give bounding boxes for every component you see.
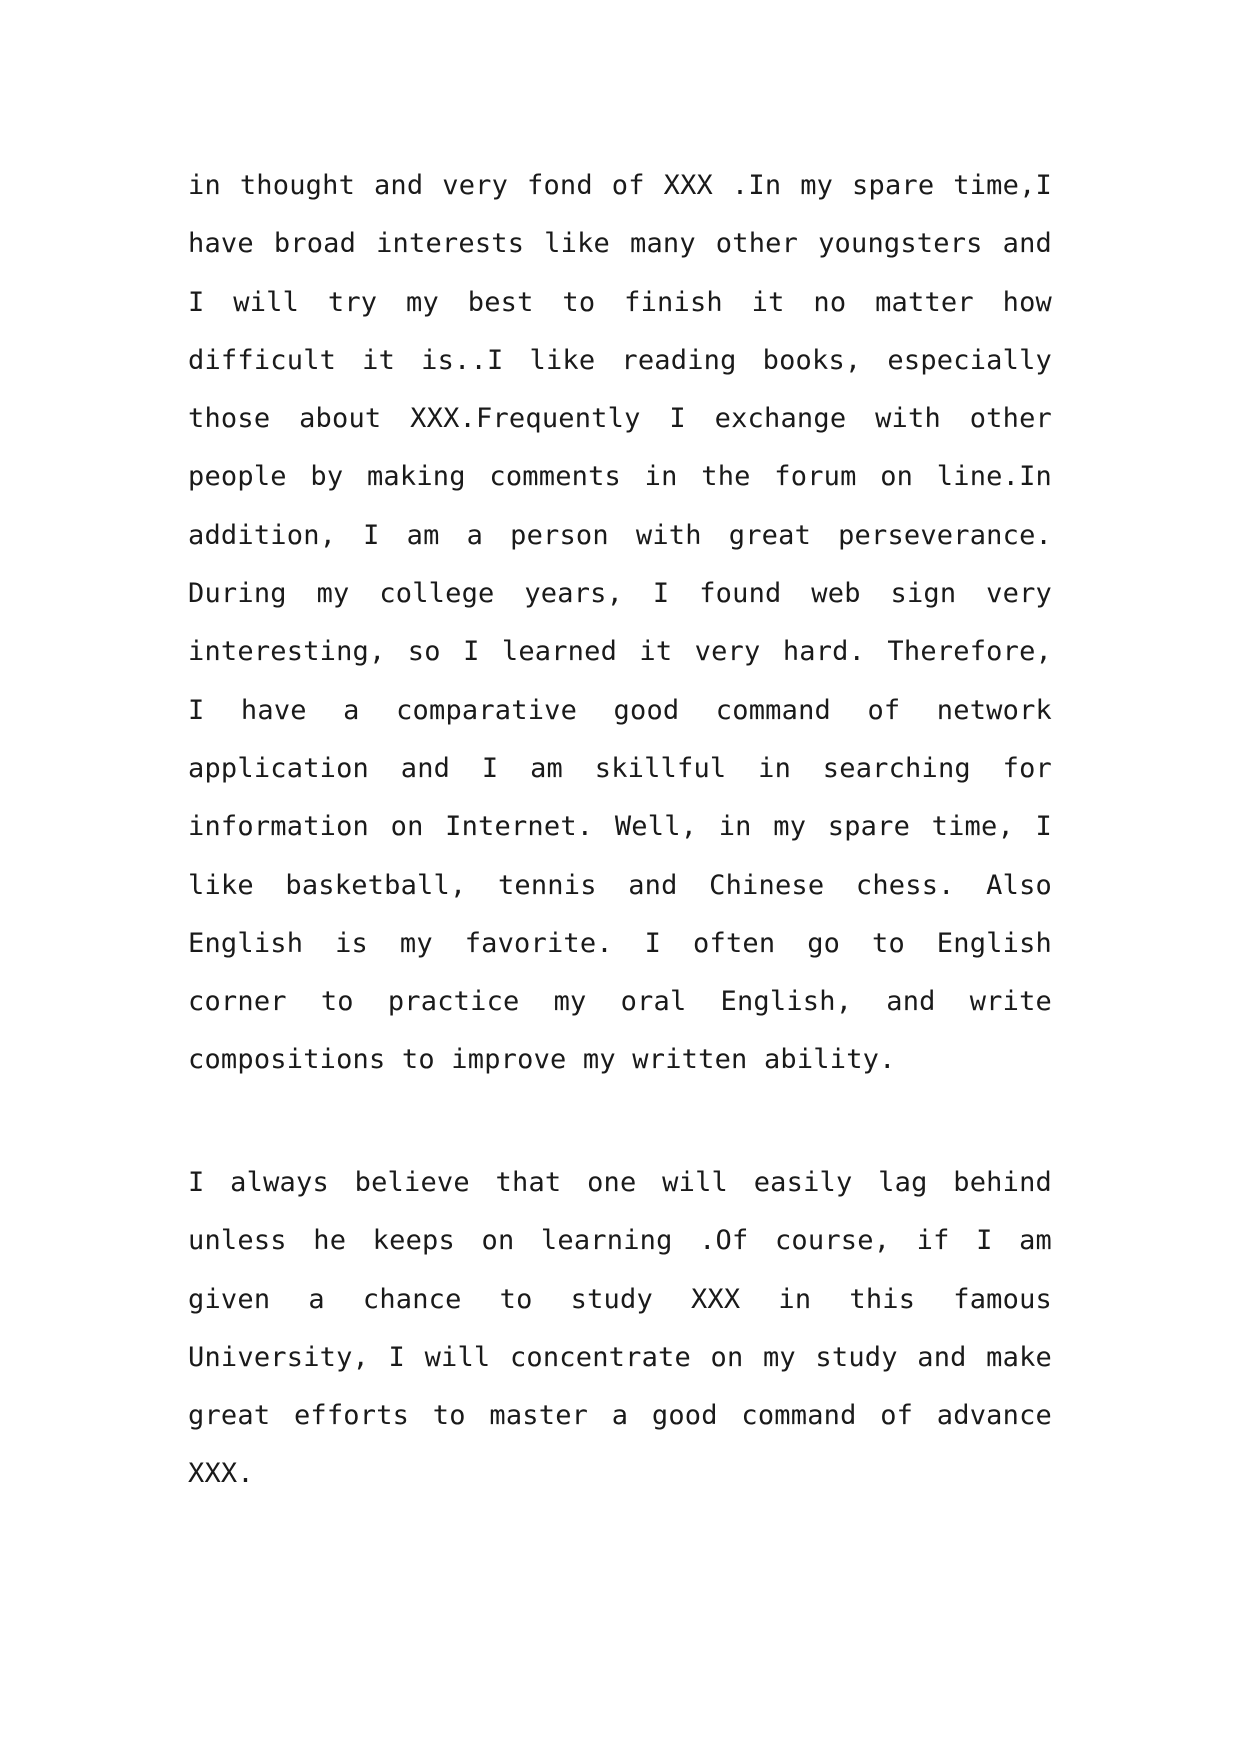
text-line: I have a comparative good command of network	[188, 694, 1052, 726]
text-line: XXX.	[188, 1458, 254, 1490]
paragraph-1	[188, 157, 1052, 1090]
text-line: information on Internet. Well, in my spare time, I	[188, 811, 1052, 843]
text-line: in thought and very fond of XXX .In my spare time,I	[188, 170, 1052, 201]
text-line: compositions to improve my written ability.	[188, 1044, 896, 1076]
text-line: corner to practice my oral English, and write	[188, 986, 1052, 1018]
text-line: I always believe that one will easily lag behind	[188, 1167, 1052, 1198]
text-line: have broad interests like many other youngsters and	[188, 228, 1052, 260]
text-line: those about XXX.Frequently I exchange with other	[188, 403, 1052, 435]
text-line: I will try my best to finish it no matter how	[188, 286, 1052, 318]
text-line: people by making comments in the forum on line.In	[188, 461, 1052, 493]
text-line: interesting, so I learned it very hard. Therefore,	[188, 636, 1052, 668]
text-line: great efforts to master a good command of advance	[188, 1400, 1052, 1432]
text-line: given a chance to study XXX in this famous	[188, 1283, 1052, 1315]
text-line: During my college years, I found web sign very	[188, 578, 1052, 610]
text-line: like basketball, tennis and Chinese chess. Also	[188, 869, 1052, 901]
text-line: application and I am skillful in searching for	[188, 752, 1052, 784]
text-line: University, I will concentrate on my study and make	[188, 1341, 1052, 1373]
text-line: difficult it is..I like reading books, especially	[188, 344, 1052, 376]
paragraph-2	[188, 1154, 1052, 1504]
text-line: addition, I am a person with great perseverance.	[188, 519, 1052, 551]
text-line: unless he keeps on learning .Of course, if I am	[188, 1225, 1052, 1257]
text-line: English is my favorite. I often go to English	[188, 927, 1052, 959]
